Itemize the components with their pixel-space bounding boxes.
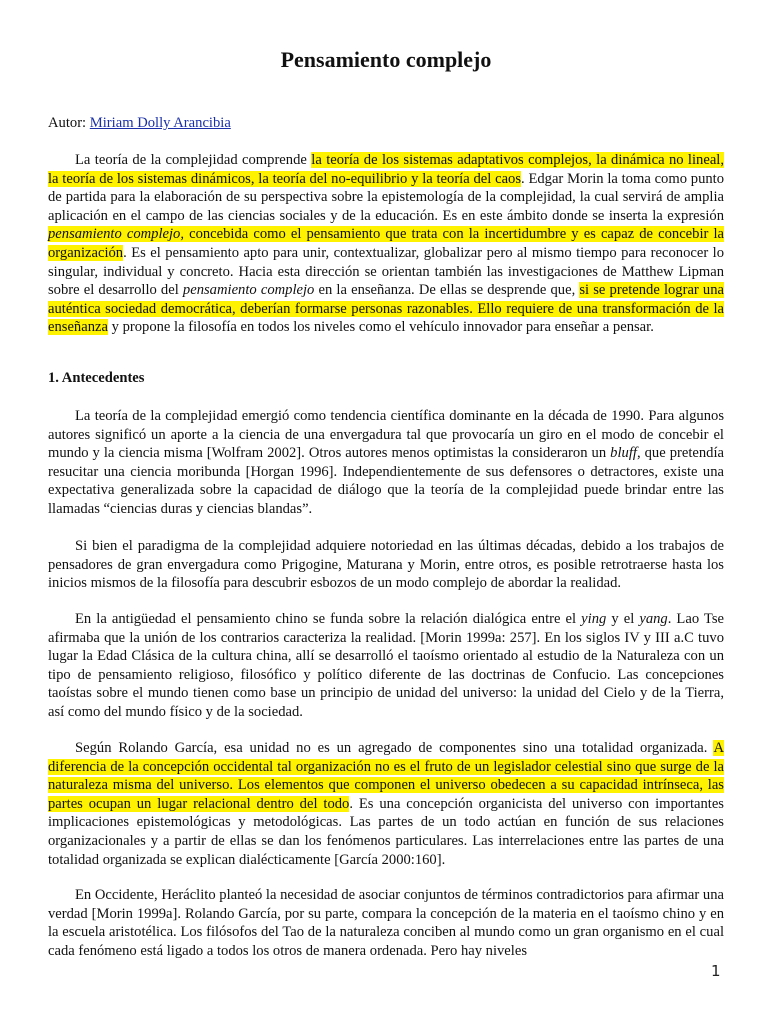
text-run: , que pretendía resucitar una ciencia moribunda [Horgan 1996]. Independientemente de sus defensores o detractores, existe una expectativa generalizada sobre la capacidad de diálogo que la teoría de la complejidad puede brindar entre las llamadas “ciencias duras y ciencias blandas”. xyxy=(48,445,724,517)
paragraph-antecedentes-3 xyxy=(48,610,724,722)
paragraph-intro xyxy=(48,151,724,337)
text-run: . Edgar Morin la toma como punto de partida para la elaboración de su perspectiva sobre la epistemología de la complejidad, la cual servirá de amplia aplicación en el campo de las ciencias sociales y de la educación. Es en este ámbito donde se inserta la expresión xyxy=(48,170,725,224)
text-run: Según Rolando García, esa unidad no es un agregado de componentes sino una totalidad organizada. xyxy=(75,740,714,756)
italic-term: bluff xyxy=(610,445,637,462)
text-run: En la antigüedad el pensamiento chino se funda sobre la relación dialógica entre el xyxy=(75,611,582,627)
italic-term: pensamiento complejo xyxy=(182,282,315,299)
author-line xyxy=(48,114,231,133)
author-label: Autor: xyxy=(48,115,90,131)
text-run: . Es el pensamiento apto para unir, contextualizar, globalizar pero al mismo tiempo para reconocer lo singular, individual y concreto. Hacia esta dirección se orientan también las investigaciones de Matthew Lipman sobre el desarrollo del xyxy=(48,244,724,299)
italic-term: pensamiento complejo, xyxy=(48,226,185,243)
paragraph-antecedentes-4 xyxy=(48,739,724,869)
highlighted-text: A diferencia de la concepción occidental tal organización no es el fruto de un legislador celestial sino que surge de la naturaleza misma del universo. Los elementos que componen el universo obedecen a su capacidad intrínseca, las partes ocupan un lugar relacional dentro del todo xyxy=(48,740,724,812)
text-run: en la enseñanza. De ellas se desprende que, xyxy=(314,282,580,299)
paragraph-antecedentes-1 xyxy=(48,407,724,519)
document-title: Pensamiento complejo xyxy=(280,47,492,72)
text-run: y propone la filosofía en todos los niveles como el vehículo innovador para enseñar a pensar. xyxy=(107,319,654,336)
italic-term: ying xyxy=(581,611,607,627)
text-run: La teoría de la complejidad emergió como tendencia científica dominante en la década de 1990. Para algunos autores significó un aporte a la ciencia de una envergadura tal que provocaría un giro en el modo de concebir el mundo y la ciencia misma [Wolfram 2002]. Otros autores menos optimistas la consideraron un xyxy=(48,408,724,462)
text-run: . Es una concepción organicista del universo con importantes implicaciones epistemológicas y metodológicas. Las partes de un todo actúan en función de sus relaciones organizacionales y a partir de ellas se dan los fenómenos particulares. Las interrelaciones entre las partes de una totalidad organizada se explican dialécticamente [García 2000:160]. xyxy=(48,795,724,868)
document-page xyxy=(48,0,724,1024)
text-run: . Lao Tse afirmaba que la unión de los contrarios caracteriza la realidad. [Morin 1999a: 257]. En los siglos IV y III a.C tuvo lugar la Edad Clásica de la cultura china, allí se desarrolló el taoísmo orientado al estudio de la Naturaleza con un tipo de pensamiento religioso, filosófico y político diferente de las doctrinas de Confucio. Las concepciones taoístas sobre el mundo tienen como base un principio de unidad del universo: la unidad del Cielo y de la Tierra, así como del mundo físico y de la sociedad. xyxy=(48,611,724,720)
text-run: y el xyxy=(606,611,640,627)
paragraph-antecedentes-5: En Occidente, Heráclito planteó la necesidad de asociar conjuntos de términos contradictorios para afirmar una verdad [Morin 1999a]. Rolando García, por su parte, compara la concepción de la materia en el taoísmo chino y en la escuela aristotélica. Los filósofos del Tao de la naturaleza conciben al mundo como un gran organismo en el cual cada fenómeno está ligado a todos los otros de manera ordenada. Pero hay niveles xyxy=(48,887,724,959)
section-heading: 1. Antecedentes xyxy=(48,370,145,386)
author-link[interactable]: Miriam Dolly Arancibia xyxy=(89,115,231,131)
highlighted-text: si se pretende lograr una auténtica sociedad democrática, deberían formarse personas razonables. Ello requiere de una transformación de la enseñanza xyxy=(48,282,725,336)
text-run: La teoría de la complejidad comprende xyxy=(75,152,312,168)
highlighted-text: la teoría de los sistemas adaptativos complejos, la dinámica no lineal, la teoría de los sistemas dinámicos, la teoría del no-equilibrio y la teoría del caos xyxy=(48,152,724,187)
paragraph-antecedentes-2: Si bien el paradigma de la complejidad adquiere notoriedad en las últimas décadas, debido a los trabajos de pensadores de gran envergadura como Prigogine, Maturana y Morin, entre otros, es posible retrotraerse hasta los inicios mismos de la filosofía para descubrir esbozos de un modo complejo de abordar la realidad. xyxy=(48,538,724,592)
italic-term: yang xyxy=(639,611,668,627)
text-run: concebida como el pensamiento que trata con la incertidumbre y es capaz de concebir la organización xyxy=(48,226,725,261)
page-number: 1 xyxy=(711,962,721,980)
